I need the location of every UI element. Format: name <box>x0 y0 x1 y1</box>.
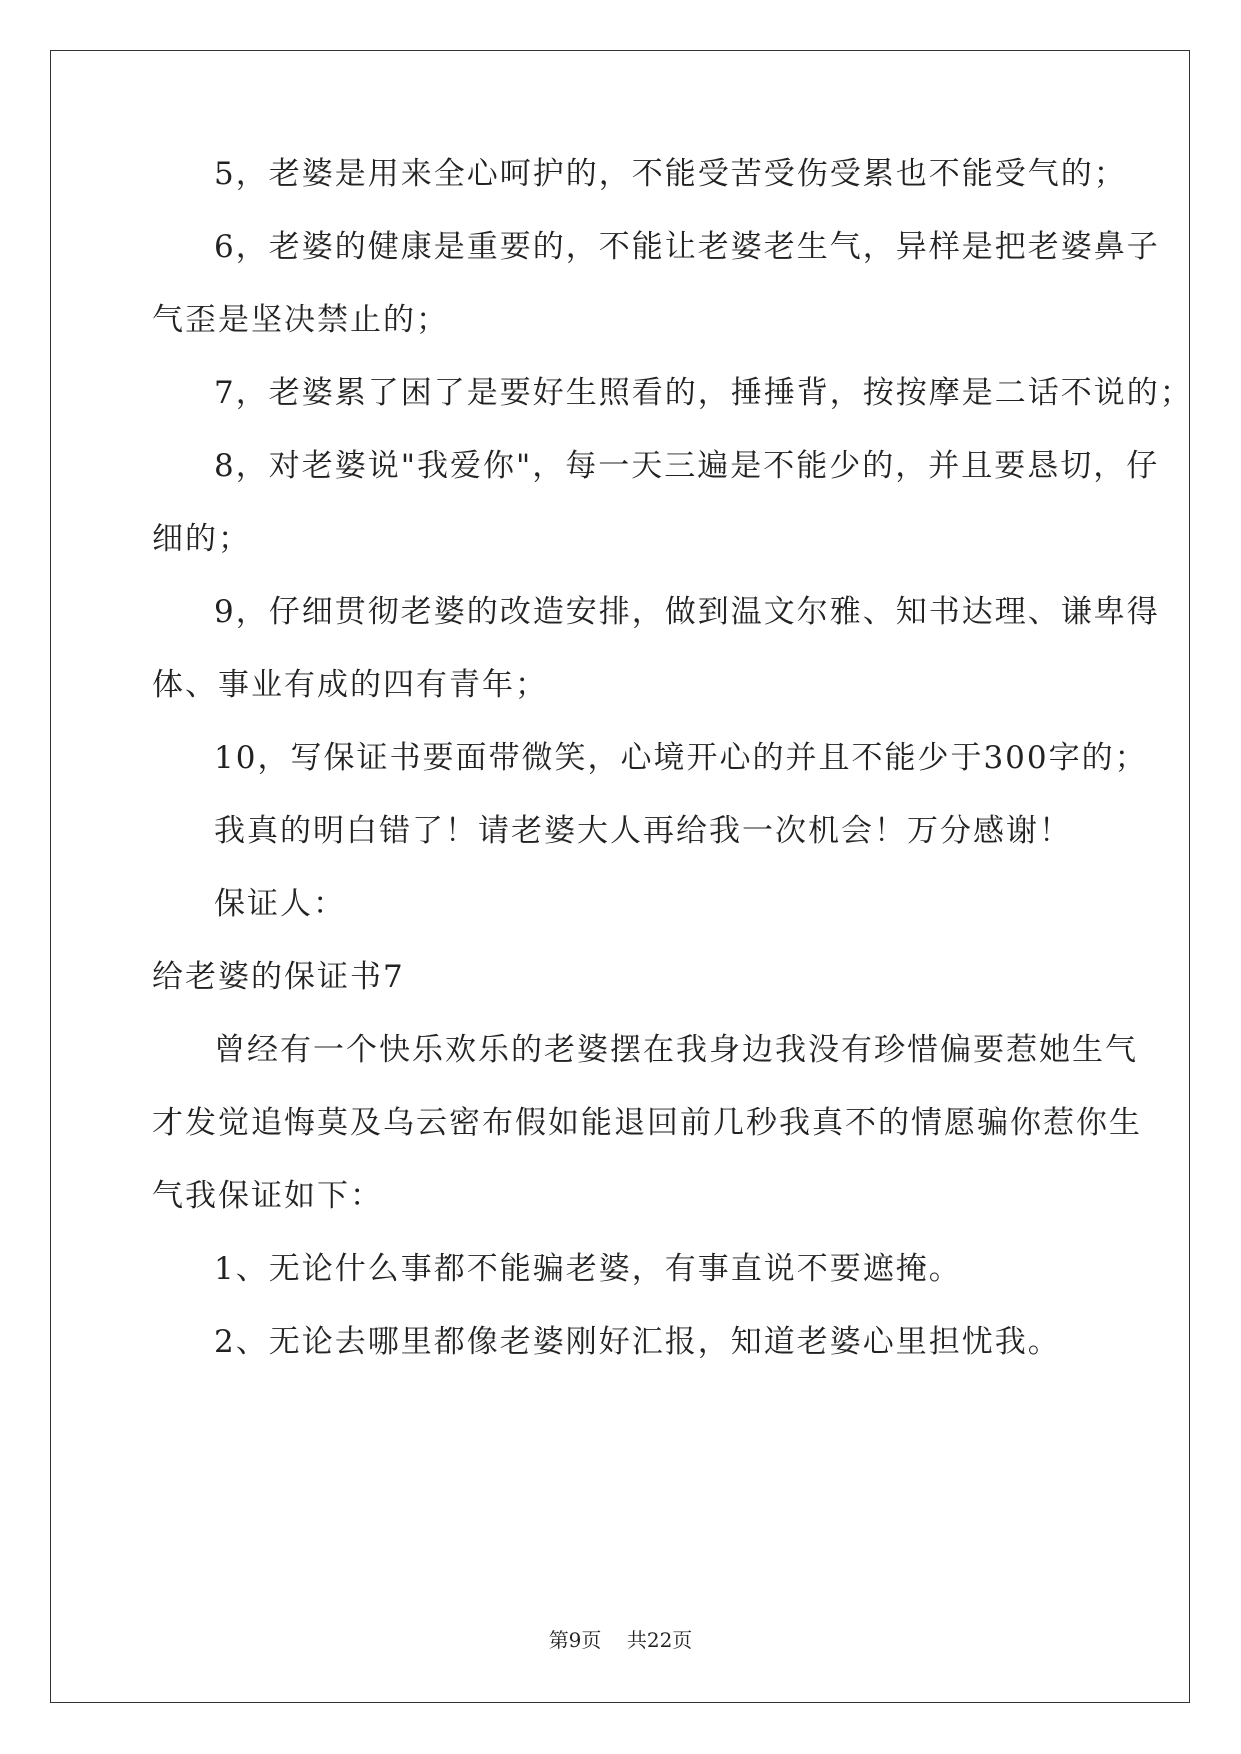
section-heading: 给老婆的保证书7 <box>152 959 405 995</box>
paragraph-line: 8，对老婆说"我爱你"，每一天三遍是不能少的，并且要恳切，仔 <box>214 448 1160 484</box>
paragraph-line: 细的； <box>152 521 251 557</box>
paragraph-line: 7，老婆累了困了是要好生照看的，捶捶背，按按摩是二话不说的； <box>214 375 1193 411</box>
paragraph-line: 气我保证如下： <box>152 1178 383 1214</box>
paragraph-line: 5，老婆是用来全心呵护的，不能受苦受伤受累也不能受气的； <box>214 156 1127 192</box>
page-border <box>50 50 1190 1703</box>
paragraph-line: 9，仔细贯彻老婆的改造安排，做到温文尔雅、知书达理、谦卑得 <box>214 594 1160 630</box>
paragraph-line: 体、事业有成的四有青年； <box>152 667 548 703</box>
paragraph-line: 我真的明白错了！请老婆大人再给我一次机会！万分感谢！ <box>214 813 1072 849</box>
paragraph-line: 才发觉追悔莫及乌云密布假如能退回前几秒我真不的情愿骗你惹你生 <box>152 1105 1142 1141</box>
signature-label: 保证人： <box>214 886 346 922</box>
page-number: 第9页 共22页 <box>548 1628 693 1652</box>
paragraph-line: 6，老婆的健康是重要的，不能让老婆老生气，异样是把老婆鼻子 <box>214 229 1160 265</box>
paragraph-line: 曾经有一个快乐欢乐的老婆摆在我身边我没有珍惜偏要惹她生气 <box>214 1032 1138 1068</box>
paragraph-line: 1、无论什么事都不能骗老婆，有事直说不要遮掩。 <box>214 1251 962 1287</box>
paragraph-line: 2、无论去哪里都像老婆刚好汇报，知道老婆心里担忧我。 <box>214 1324 1061 1360</box>
paragraph-line: 10，写保证书要面带微笑，心境开心的并且不能少于300字的； <box>214 740 1148 776</box>
paragraph-line: 气歪是坚决禁止的； <box>152 302 449 338</box>
page-footer <box>0 1628 1241 1652</box>
